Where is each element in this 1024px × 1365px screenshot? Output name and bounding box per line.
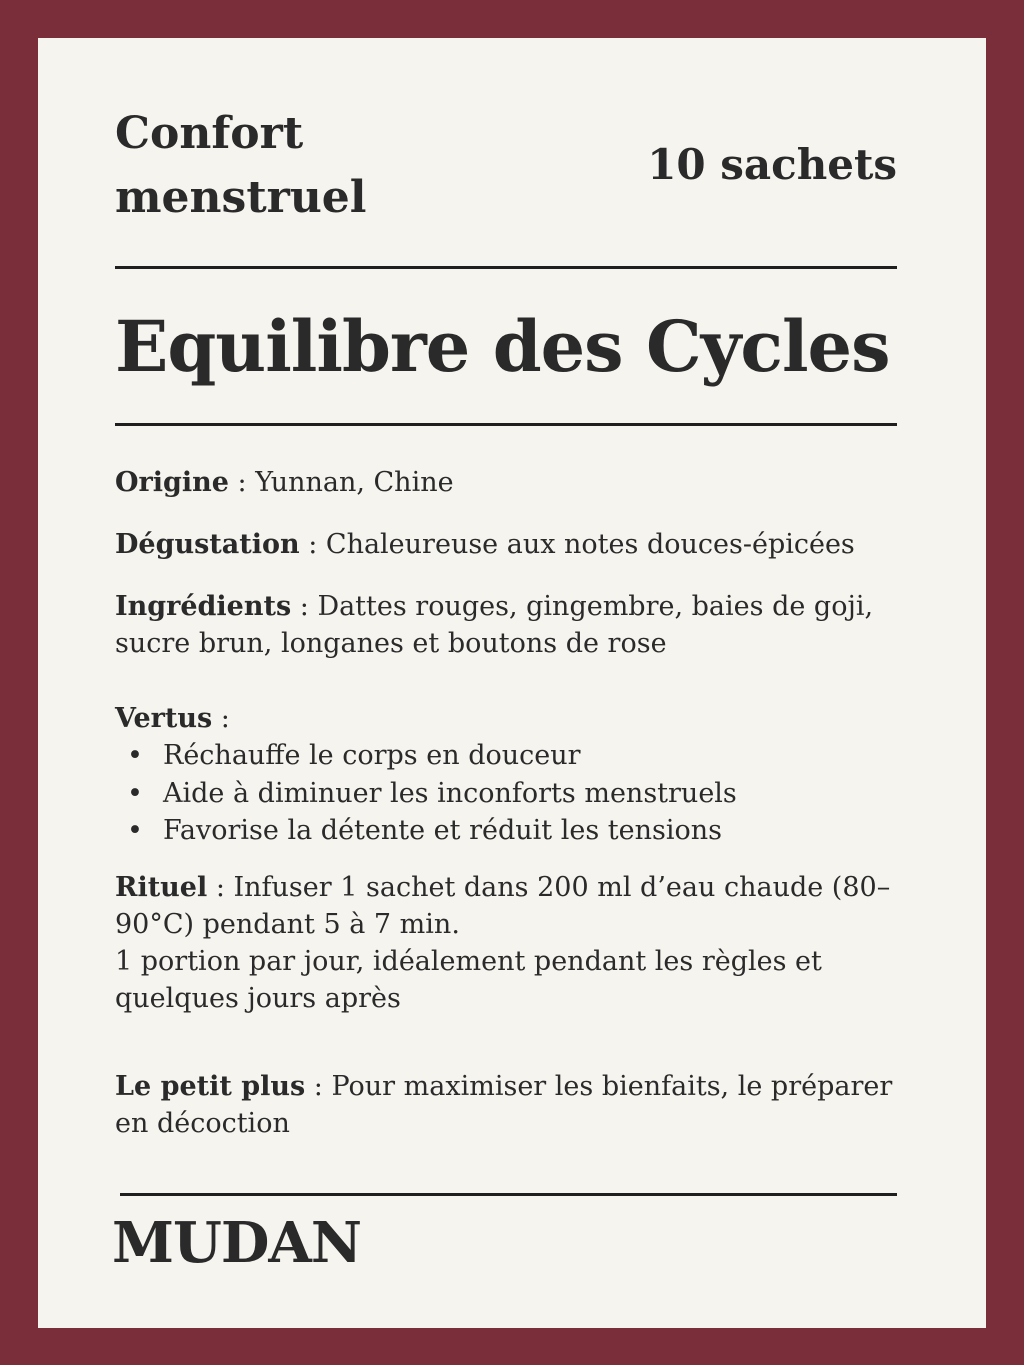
product-label-card — [38, 38, 986, 1328]
virtues-section — [115, 700, 897, 850]
list-item — [115, 812, 897, 850]
extra-tip-line — [115, 1068, 897, 1142]
ingredients-label: Ingrédients — [115, 591, 292, 622]
virtues-label: Vertus — [115, 703, 213, 734]
tasting-separator: : — [299, 529, 326, 560]
virtues-separator: : — [212, 703, 230, 734]
tasting-line — [115, 526, 897, 563]
virtue-text: Aide à diminuer les inconforts menstruels — [163, 777, 737, 809]
divider-bottom — [120, 1193, 897, 1196]
category-label: Confort menstruel — [115, 108, 367, 223]
bullet-icon: • — [127, 815, 143, 846]
divider-top — [115, 266, 897, 269]
brand-logo: MUDAN — [112, 1210, 362, 1276]
ingredients-value: Dattes rouges, gingembre, baies de goji, sucre brun, longanes et boutons de rose — [115, 591, 874, 659]
ritual-label: Rituel — [115, 872, 208, 903]
list-item — [115, 775, 897, 813]
ritual-instructions: Infuser 1 sachet dans 200 ml d’eau chaude (80–90°C) pendant 5 à 7 min. — [115, 872, 891, 940]
bullet-icon: • — [127, 777, 143, 809]
tasting-value: Chaleureuse aux notes douces-épicées — [325, 529, 855, 560]
extra-value: Pour maximiser les bienfaits, le préparer en décoction — [115, 1071, 893, 1139]
ritual-line-1 — [115, 869, 897, 943]
sachet-count: 10 sachets — [647, 140, 897, 189]
tasting-label: Dégustation — [115, 529, 300, 560]
ritual-separator: : — [207, 872, 234, 903]
extra-separator: : — [305, 1071, 332, 1102]
origin-line — [115, 464, 897, 501]
origin-separator: : — [228, 467, 256, 498]
ingredients-separator: : — [291, 591, 318, 622]
ritual-line-2: 1 portion par jour, idéalement pendant les règles et quelques jours après — [115, 946, 822, 1014]
extra-label: Le petit plus — [115, 1071, 306, 1102]
origin-value: Yunnan, Chine — [255, 467, 454, 498]
divider-title — [115, 423, 897, 426]
ingredients-line — [115, 588, 897, 662]
label-header — [115, 102, 897, 232]
origin-label: Origine — [115, 467, 229, 498]
virtue-text: Favorise la détente et réduit les tensions — [163, 815, 722, 846]
virtues-list — [115, 737, 897, 850]
bullet-icon: • — [127, 740, 143, 771]
virtues-heading — [115, 700, 897, 737]
product-title: Equilibre des Cycles — [115, 305, 890, 388]
ritual-section — [115, 869, 897, 1017]
list-item — [115, 737, 897, 775]
virtue-text: Réchauffe le corps en douceur — [163, 740, 581, 771]
